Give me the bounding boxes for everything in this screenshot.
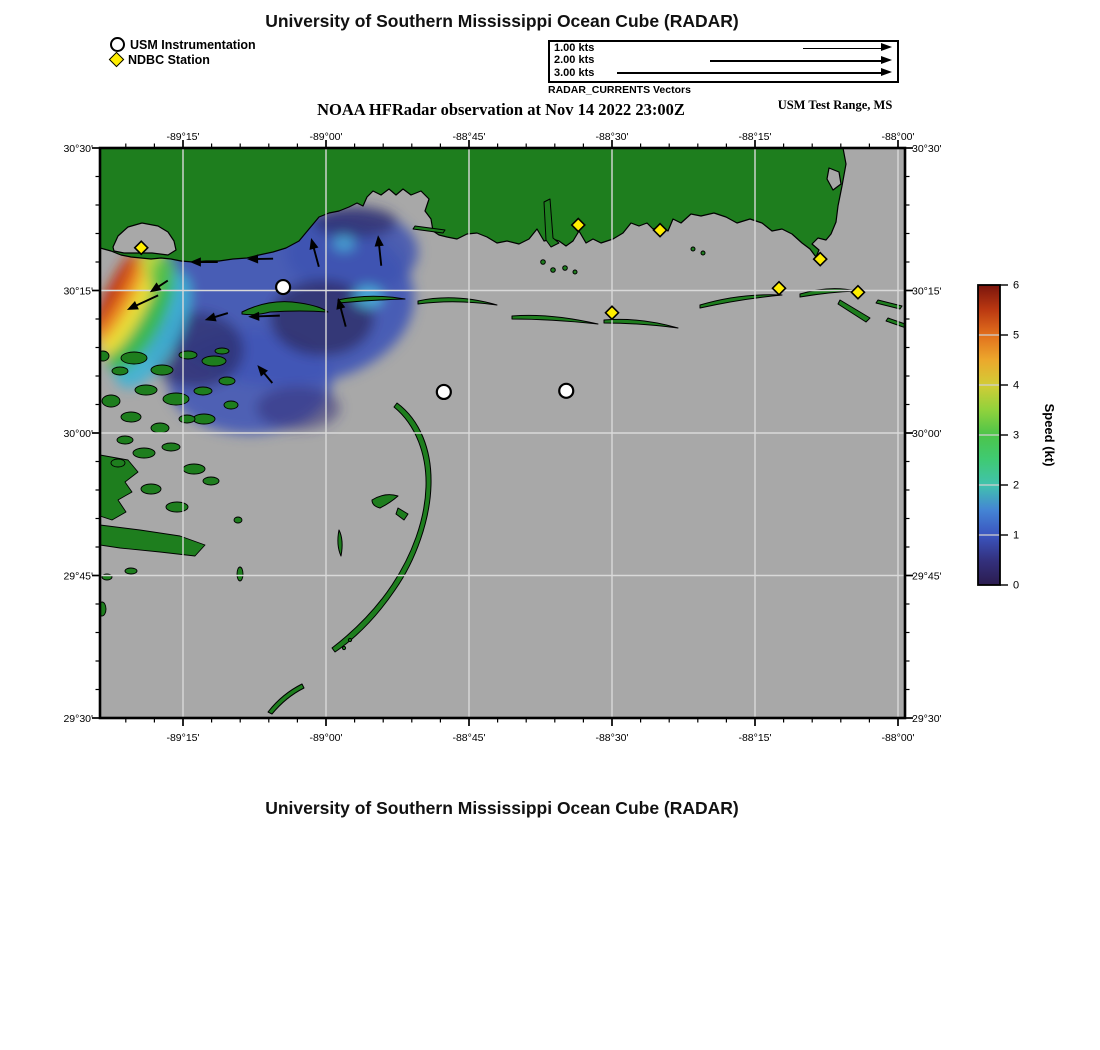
- bottom-page-title: University of Southern Mississippi Ocean Cube (RADAR): [265, 798, 739, 818]
- lat-label-left: 29°30': [63, 713, 93, 725]
- region-label: USM Test Range, MS: [777, 98, 893, 112]
- observation-subtitle: NOAA HFRadar observation at Nov 14 2022 23:00Z: [317, 100, 685, 119]
- lon-label-bottom: -88°00': [881, 732, 915, 744]
- lat-label-left: 30°00': [63, 428, 93, 440]
- ndbc-legend-label: NDBC Station: [128, 52, 210, 67]
- lat-label-left: 30°15': [63, 285, 93, 298]
- lon-label-top: -89°00': [309, 131, 343, 143]
- lat-label-right: 29°45': [912, 570, 942, 583]
- colorbar-tick: 6: [1013, 279, 1020, 292]
- page-title: University of Southern Mississippi Ocean Cube (RADAR): [265, 11, 739, 31]
- usm-instrumentation-marker: [437, 385, 451, 399]
- colorbar-tick: 1: [1013, 529, 1020, 542]
- lon-label-bottom: -88°30': [595, 732, 629, 744]
- lat-label-left: 30°30': [63, 143, 93, 155]
- lat-label-right: 30°15': [912, 285, 942, 298]
- lon-label-top: -88°15': [738, 131, 772, 143]
- vector-scale-label: 2.00 kts: [554, 54, 595, 67]
- lon-label-bottom: -88°45': [452, 732, 486, 744]
- colorbar: [978, 280, 1057, 592]
- vector-scale-caption: RADAR_CURRENTS Vectors: [548, 84, 691, 96]
- lon-label-top: -88°45': [452, 131, 486, 143]
- lat-label-left: 29°45': [63, 570, 93, 583]
- colorbar-tick: 4: [1013, 379, 1020, 392]
- usm-instrumentation-marker: [276, 280, 290, 294]
- lon-label-bottom: -89°15': [166, 732, 200, 744]
- lon-label-top: -88°00': [881, 131, 915, 143]
- lat-label-right: 30°00': [912, 428, 942, 440]
- colorbar-title: Speed (kt): [1042, 403, 1057, 467]
- usm-legend-label: USM Instrumentation: [130, 37, 256, 52]
- colorbar-tick: 5: [1013, 329, 1020, 342]
- vector-scale-label: 1.00 kts: [554, 42, 595, 54]
- lon-label-bottom: -89°00': [309, 732, 343, 744]
- usm-instrumentation-marker: [559, 384, 573, 398]
- lon-label-top: -89°15': [166, 131, 200, 143]
- lon-label-top: -88°30': [595, 131, 629, 143]
- colorbar-tick: 0: [1013, 579, 1020, 592]
- vector-scale-label: 3.00 kts: [554, 66, 595, 79]
- colorbar-tick: 2: [1013, 479, 1020, 492]
- lat-label-right: 30°30': [912, 143, 942, 155]
- lon-label-bottom: -88°15': [738, 732, 772, 744]
- lat-label-right: 29°30': [912, 713, 942, 725]
- colorbar-tick: 3: [1013, 429, 1020, 442]
